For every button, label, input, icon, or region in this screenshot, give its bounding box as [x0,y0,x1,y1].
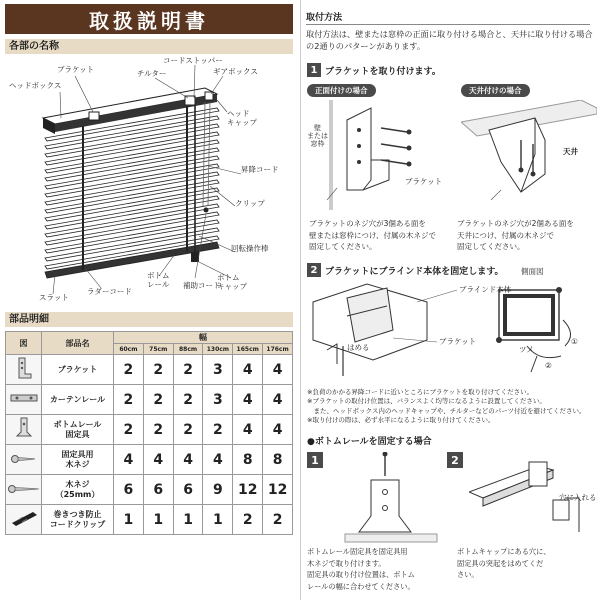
qty-cell: 2 [143,355,173,385]
size-header: 176cm [263,344,293,355]
curtain-rail-icon [6,385,42,415]
size-header: 165cm [233,344,263,355]
qty-cell: 4 [114,445,144,475]
qty-cell: 4 [233,415,263,445]
part-name: 固定具用 木ネジ [42,445,114,475]
col-header-name: 部品名 [42,332,114,355]
table-row [6,505,293,535]
label-ladder-cord: ラダーコード [87,287,132,296]
fit-label: はめる [347,343,370,352]
label-rotation-rod: 回転操作棒 [231,244,269,253]
step2-bracket-label: ブラケット [439,337,477,346]
step-title: ブラケットにブラインド本体を固定します。 [325,266,504,277]
qty-cell: 12 [263,475,293,505]
qty-cell: 4 [263,415,293,445]
blind-body-label: ブラインド本体 [459,285,512,294]
right-column [300,0,600,600]
label-bottom-cap: ボトム キャップ [217,273,247,291]
label-head-cap: ヘッド キャップ [227,109,257,127]
qty-cell: 9 [203,475,233,505]
label-cord-stopper: コードストッパー [163,56,223,65]
hole-label: 穴に入れる [559,493,597,502]
front-bracket-label: ブラケット [405,177,443,186]
step-number: 1 [307,63,321,77]
label-tilter: チルター [137,69,167,78]
front-mount-tag: 正面付けの場合 [307,84,376,97]
note-line: ※ブラケットの取付け位置は、バランスよく均等になるように設置してください。 [307,397,546,406]
arrow-mark-2: ② [545,361,552,370]
table-row [6,385,293,415]
label-headbox: ヘッドボックス [9,81,62,90]
qty-cell: 1 [173,505,203,535]
label-aux-cord: 補助コード [183,281,221,290]
bottom-rail-fixture-icon [6,415,42,445]
note-line: ※負荷のかかる昇降コードに近いところにブラケットを取り付けてください。 [307,388,534,396]
size-header: 60cm [114,344,144,355]
qty-cell: 2 [173,415,203,445]
qty-cell: 2 [114,385,144,415]
qty-cell: 4 [263,355,293,385]
long-screw-icon [6,475,42,505]
size-header: 88cm [173,344,203,355]
part-name: ボトムレール 固定具 [42,415,114,445]
table-row [6,415,293,445]
qty-cell: 2 [114,415,144,445]
blind-diagram [5,56,295,308]
size-header: 75cm [143,344,173,355]
step-number: 2 [307,263,321,277]
part-name: ブラケット [42,355,114,385]
side-view-label: 側面図 [521,267,544,276]
parts-list-heading: 部品明細 [5,312,293,327]
screw-icon [6,445,42,475]
label-slat: スラット [39,293,69,302]
qty-cell: 6 [173,475,203,505]
qty-cell: 4 [203,445,233,475]
note-line: また、ヘッドボックス内のヘッドキャップや、チルターなどのパーツ付近を避けてください。 [307,406,586,415]
qty-cell: 2 [203,415,233,445]
ceiling-label: 天井 [563,147,578,156]
fixture-screw-illustration [341,452,441,544]
qty-cell: 2 [233,505,263,535]
parts-names-heading: 各部の名称 [5,39,293,54]
qty-cell: 2 [143,385,173,415]
step1-heading [307,63,441,77]
size-header: 130cm [203,344,233,355]
claw-label: ツメ [519,345,534,354]
qty-cell: 1 [203,505,233,535]
qty-cell: 4 [233,385,263,415]
qty-cell: 4 [143,445,173,475]
arrow-mark-1: ① [571,337,578,346]
wall-label: 壁 または 窓枠 [307,124,328,149]
qty-cell: 3 [203,355,233,385]
qty-cell: 2 [114,355,144,385]
qty-cell: 4 [233,355,263,385]
front-mount-illustration [307,100,447,210]
col-header-icon: 図 [6,332,42,355]
label-bracket: ブラケット [57,65,95,74]
bottom-step-b-number: 2 [447,452,463,468]
qty-cell: 8 [233,445,263,475]
install-intro: 取付方法は、壁または窓枠の正面に取り付ける場合と、天井に取り付ける場合の2通りのパターンがあります。 [306,29,593,52]
part-name: 木ネジ （25mm） [42,475,114,505]
qty-cell: 6 [143,475,173,505]
ceiling-mount-caption: ブラケットのネジ穴が2個ある面を 天井につけ、付属の木ネジで 固定してください。 [457,219,574,252]
ceiling-mount-tag: 天井付けの場合 [461,84,530,97]
qty-cell: 2 [173,355,203,385]
qty-cell: 6 [114,475,144,505]
cord-clip-icon [6,505,42,535]
note-line: ※取り付けの際は、必ず水平になるように取り付けてください。 [307,416,495,425]
mount-body-illustration [307,280,597,384]
table-row [6,475,293,505]
step-title: ブラケットを取り付けます。 [325,66,441,77]
front-mount-caption: ブラケットのネジ穴が3個ある面を 壁または窓枠につけ、付属の木ネジで 固定してください。 [309,219,437,252]
bracket-icon [6,355,42,385]
qty-cell: 2 [173,385,203,415]
qty-cell: 3 [203,385,233,415]
qty-cell: 1 [114,505,144,535]
bottom-caption-b: ボトムキャップにある穴に、 固定具の突起をはめてくだ さい。 [457,547,551,580]
bottom-caption-a: ボトムレール固定具を固定具用 木ネジで取り付けます。 固定具の取り付け位置は、ボトム レールの幅に合わせてください。 [307,547,415,591]
table-row [6,355,293,385]
label-gearbox: ギアボックス [213,67,258,76]
qty-cell: 12 [233,475,263,505]
qty-cell: 2 [143,415,173,445]
label-lift-cord: 昇降コード [241,165,279,174]
qty-cell: 4 [173,445,203,475]
qty-cell: 8 [263,445,293,475]
col-header-width: 幅 [114,332,293,344]
label-bottom-rail: ボトム レール [147,271,170,289]
part-name: カーテンレール [42,385,114,415]
step2-heading [307,263,504,277]
qty-cell: 1 [143,505,173,535]
page-title: 取扱説明書 [5,4,293,34]
install-notes [307,388,597,426]
install-heading: 取付方法 [306,10,590,25]
qty-cell: 2 [263,505,293,535]
parts-table [5,331,293,535]
label-clip: クリップ [235,199,265,208]
table-row [6,445,293,475]
part-name: 巻きつき防止 コードクリップ [42,505,114,535]
qty-cell: 4 [263,385,293,415]
bottom-step-a-number: 1 [307,452,323,468]
bottom-rail-heading: ●ボトムレールを固定する場合 [307,437,432,447]
